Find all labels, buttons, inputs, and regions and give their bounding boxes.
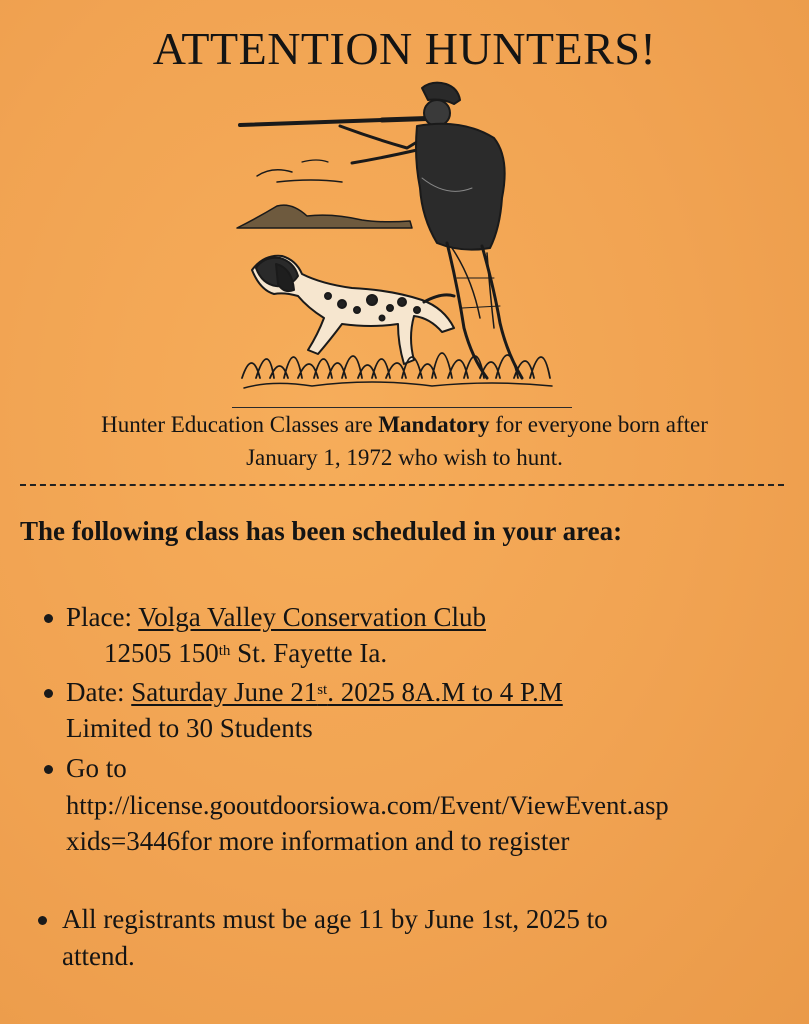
notice-text-line2: January 1, 1972 who wish to hunt. <box>246 445 563 470</box>
date-sup: st <box>317 682 328 698</box>
goto-label: Go to <box>66 753 127 783</box>
address-sup: th <box>218 643 231 659</box>
date-label: Date: <box>66 677 132 707</box>
date-day: Saturday June 21 <box>131 677 318 707</box>
date-time: . 2025 8A.M to 4 P.M <box>327 677 563 707</box>
bullet-icon <box>38 916 47 925</box>
student-limit: Limited to 30 Students <box>66 713 313 743</box>
place-label: Place: <box>66 602 139 632</box>
notice-text-2: for everyone born after <box>489 412 708 437</box>
registration-url[interactable]: http://license.gooutdoorsiowa.com/Event/ViewEvent.asp <box>66 790 669 820</box>
place-item <box>66 600 486 634</box>
mandatory-emphasis: Mandatory <box>378 412 490 437</box>
bullet-icon <box>44 689 53 698</box>
scheduled-heading: The following class has been scheduled in your area: <box>20 516 623 546</box>
place-address <box>104 636 387 670</box>
bullet-icon <box>44 614 53 623</box>
notice-text-1: Hunter Education Classes are <box>101 412 379 437</box>
date-item <box>66 675 563 709</box>
place-value: Volga Valley Conservation Club <box>138 602 486 632</box>
address-number: 12505 150 <box>104 638 219 668</box>
age-requirement: All registrants must be age 11 by June 1st, 2025 to <box>62 904 608 934</box>
registration-info: xids=3446for more information and to register <box>66 826 570 856</box>
address-street: St. Fayette Ia. <box>230 638 388 668</box>
age-requirement-line2: attend. <box>62 941 135 971</box>
date-value <box>131 677 563 707</box>
bullet-icon <box>44 765 53 774</box>
flyer-title: ATTENTION HUNTERS! <box>152 23 657 74</box>
